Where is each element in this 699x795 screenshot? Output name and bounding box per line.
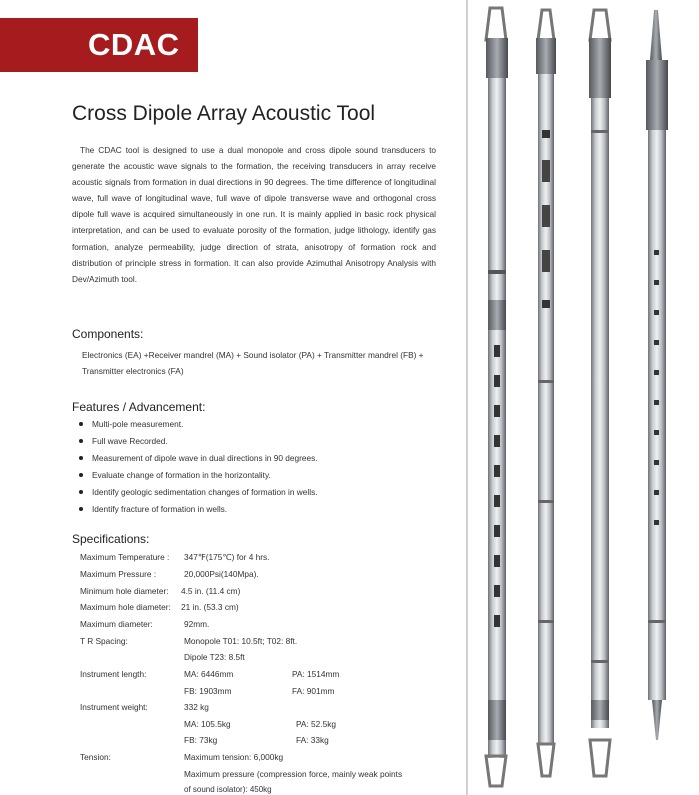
feature-item — [78, 433, 318, 450]
spec-value: MA: 105.5kg — [184, 719, 231, 729]
tool-segment — [488, 300, 506, 330]
tool-segment — [488, 700, 506, 740]
feature-item — [78, 484, 318, 501]
sensor-port — [494, 435, 500, 447]
feature-text: Identify fracture of formation in wells. — [92, 504, 228, 514]
features-list — [78, 416, 318, 518]
sensor-port — [654, 520, 659, 525]
tool-segment — [646, 60, 668, 130]
shackle-icon — [538, 744, 554, 776]
spec-label: T R Spacing: — [80, 636, 128, 646]
tool-3 — [589, 10, 611, 776]
tool-joint — [538, 380, 554, 383]
feature-item — [78, 467, 318, 484]
shackle-icon — [486, 756, 506, 786]
spec-value: of sound isolator): 450kg — [184, 785, 272, 794]
tool-joint — [591, 130, 609, 133]
sensor-port — [654, 370, 659, 375]
feature-text: Full wave Recorded. — [92, 436, 168, 446]
components-heading: Components: — [72, 327, 144, 341]
intro-paragraph: The CDAC tool is designed to use a dual monopole and cross dipole sound transducers to generate the acoustic wave signals to the formation, the receiving transducers in array receive acoustic signals from formation in dual directions in 90 degrees. The time difference of longitudinal wave, full wave of longitudinal wave, full wave of dipole transverse wave and orthogonal cross dipole full wave is acquired simultaneously in one run. It is mainly applied in basic rock physical interpretation, and can be used to evaluate porosity of the formation, judge lithology, identify gas formation, analyze permeability, judge direction of strata, anisotropy of formation rock and distribution of principle stress in formation. It can also provide Azimuthal Anisotropy Analysis with Dev/Azimuth tool. — [72, 145, 436, 284]
sensor-port — [494, 405, 500, 417]
spec-value: Maximum pressure (compression force, mainly weak points — [184, 769, 403, 779]
spec-value: Maximum tension: 6,000kg — [184, 752, 284, 762]
sensor-port — [494, 555, 500, 567]
sensor-port — [494, 585, 500, 597]
tool-joint — [538, 500, 554, 503]
tool-1 — [486, 8, 508, 786]
tool-joint — [488, 270, 506, 274]
tool-segment — [536, 38, 556, 74]
feature-item — [78, 416, 318, 433]
spec-value: 92mm. — [184, 619, 210, 629]
sensor-port — [542, 300, 550, 308]
sensor-port — [494, 465, 500, 477]
sensor-port — [494, 375, 500, 387]
sensor-port — [654, 400, 659, 405]
tool-body — [591, 98, 609, 728]
spec-value: Monopole T01: 10.5ft; T02: 8ft. — [184, 636, 298, 646]
sensor-port — [542, 160, 550, 182]
spec-label: Minimum hole diameter: — [80, 586, 169, 596]
sensor-port — [654, 490, 659, 495]
spec-label: Tension: — [80, 752, 111, 762]
feature-text: Measurement of dipole wave in dual directions in 90 degrees. — [92, 453, 318, 463]
tool-joint — [591, 660, 609, 663]
spec-label: Maximum diameter: — [80, 619, 153, 629]
tool-segment — [486, 38, 508, 78]
feature-item — [78, 450, 318, 467]
shackle-icon — [486, 8, 506, 40]
tool-segment — [591, 700, 609, 720]
shackle-icon — [538, 10, 554, 40]
tool-body — [648, 130, 666, 700]
spec-value: 4.5 in. (11.4 cm) — [181, 586, 241, 596]
sensor-port — [542, 250, 550, 272]
bullet-icon — [79, 507, 83, 511]
spec-value: PA: 52.5kg — [296, 719, 336, 729]
spec-value: FA: 33kg — [296, 735, 329, 745]
spec-label: Instrument weight: — [80, 702, 148, 712]
tool-body — [488, 78, 506, 758]
bullet-icon — [79, 473, 83, 477]
sensor-port — [654, 430, 659, 435]
tool-4 — [646, 10, 668, 740]
sensor-port — [494, 525, 500, 537]
sensor-port — [654, 460, 659, 465]
sensor-port — [654, 310, 659, 315]
spec-value: 21 in. (53.3 cm) — [181, 602, 239, 612]
shackle-icon — [590, 10, 610, 40]
spec-value: PA: 1514mm — [292, 669, 340, 679]
spec-label: Instrument length: — [80, 669, 147, 679]
tool-joint — [648, 620, 666, 623]
spec-value: 20,000Psi(140Mpa). — [184, 569, 259, 579]
spec-value: FB: 73kg — [184, 735, 218, 745]
sensor-port — [542, 130, 550, 138]
tool-segment — [589, 38, 611, 98]
brand-label: CDAC — [88, 27, 180, 62]
sensor-port — [494, 615, 500, 627]
sensor-port — [494, 495, 500, 507]
spec-label: Maximum Pressure : — [80, 569, 157, 579]
spec-value: FA: 901mm — [292, 686, 335, 696]
bullet-icon — [79, 422, 83, 426]
sensor-port — [542, 205, 550, 227]
sensor-port — [494, 345, 500, 357]
sensor-port — [654, 250, 659, 255]
spec-value: Dipole T23: 8.5ft — [184, 652, 245, 662]
tool-tip — [652, 700, 662, 740]
components-text: Electronics (EA) +Receiver mandrel (MA) + Sound isolator (PA) + Transmitter mandrel (FB) + Transmitter electronics (FA) — [82, 350, 424, 376]
sensor-port — [654, 340, 659, 345]
feature-text: Evaluate change of formation in the horizontality. — [92, 470, 271, 480]
spec-value: 332 kg — [184, 702, 209, 712]
bullet-icon — [79, 456, 83, 460]
feature-text: Identify geologic sedimentation changes of formation in wells. — [92, 487, 318, 497]
specs-heading: Specifications: — [72, 532, 150, 546]
bullet-icon — [79, 439, 83, 443]
spec-value: FB: 1903mm — [184, 686, 232, 696]
brand-banner — [0, 18, 198, 72]
spec-value: 347℉(175℃) for 4 hrs. — [184, 552, 270, 562]
feature-item — [78, 501, 318, 518]
features-heading: Features / Advancement: — [72, 400, 206, 414]
spec-label: Maximum Temperature : — [80, 552, 170, 562]
bullet-icon — [79, 490, 83, 494]
sensor-port — [654, 280, 659, 285]
tool-images — [466, 0, 699, 795]
page-title: Cross Dipole Array Acoustic Tool — [72, 102, 376, 125]
spec-value: MA: 6446mm — [184, 669, 234, 679]
tool-joint — [538, 620, 554, 623]
feature-text: Multi-pole measurement. — [92, 419, 184, 429]
spec-label: Maximum hole diameter: — [80, 602, 171, 612]
shackle-icon — [590, 740, 610, 776]
tool-tip — [650, 10, 662, 60]
tool-2 — [536, 10, 556, 776]
